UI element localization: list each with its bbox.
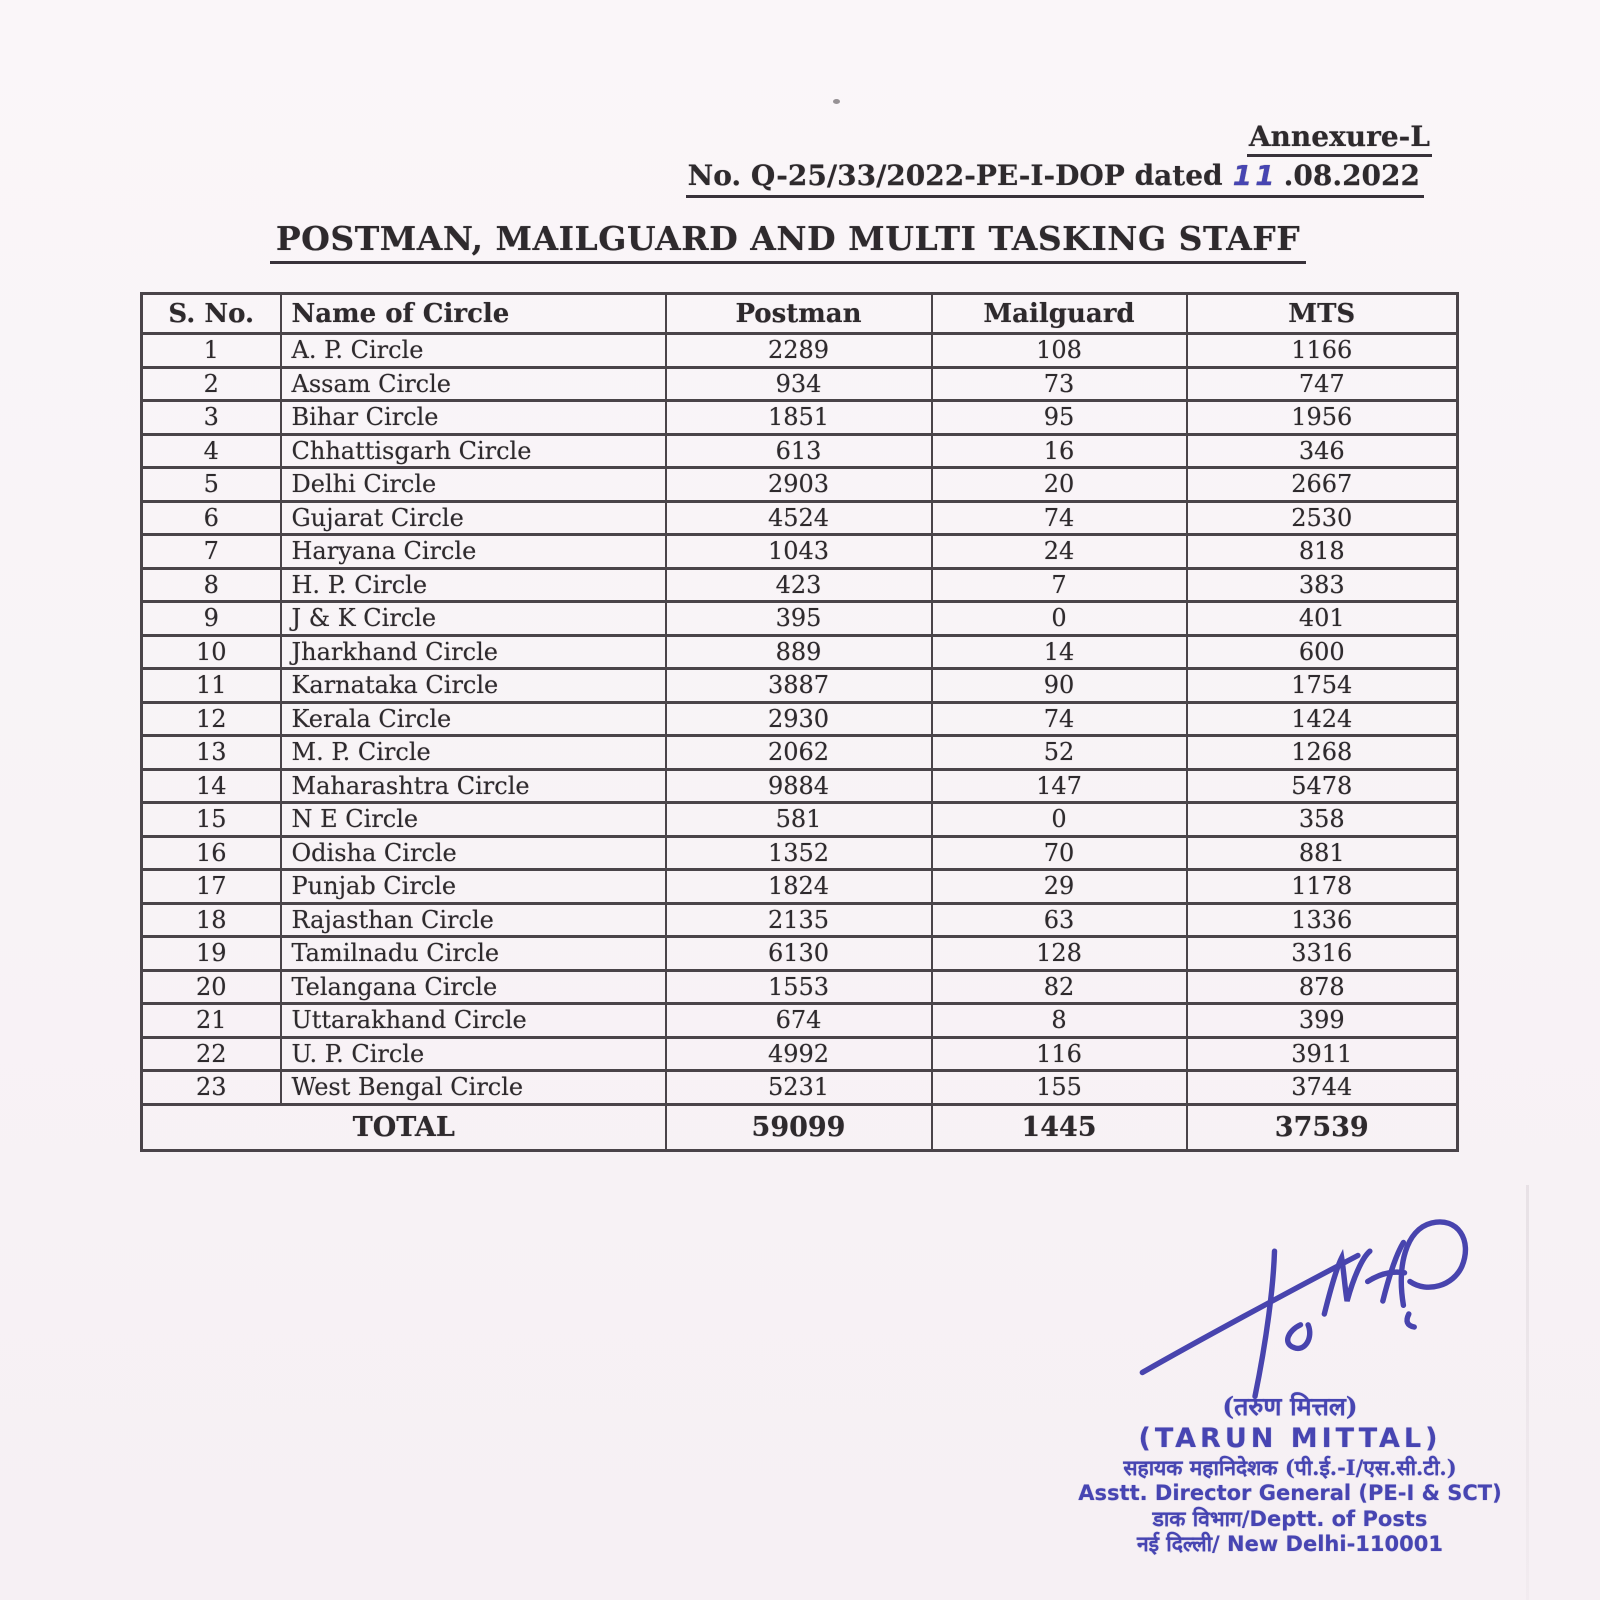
table-row <box>142 401 1458 435</box>
total-mailguard: 1445 <box>932 1104 1187 1150</box>
header-postman: Postman <box>666 294 932 334</box>
cell-mts: 1268 <box>1187 736 1458 770</box>
table-row <box>142 568 1458 602</box>
cell-postman: 395 <box>666 602 932 636</box>
reference-date-suffix: .08.2022 <box>1283 159 1420 192</box>
cell-mts: 346 <box>1187 434 1458 468</box>
total-row <box>142 1104 1458 1150</box>
cell-mts: 401 <box>1187 602 1458 636</box>
cell-postman: 1553 <box>666 970 932 1004</box>
cell-sno: 4 <box>142 434 281 468</box>
signatory-designation: Asstt. Director General (PE-I & SCT) <box>1078 1481 1502 1506</box>
cell-mailguard: 155 <box>932 1071 1187 1105</box>
cell-mailguard: 0 <box>932 602 1187 636</box>
cell-mailguard: 108 <box>932 334 1187 368</box>
cell-mailguard: 16 <box>932 434 1187 468</box>
scan-speck <box>833 99 840 104</box>
cell-mailguard: 74 <box>932 501 1187 535</box>
cell-sno: 6 <box>142 501 281 535</box>
cell-mts: 747 <box>1187 367 1458 401</box>
cell-mts: 1754 <box>1187 669 1458 703</box>
cell-circle: Jharkhand Circle <box>281 635 666 669</box>
table-row <box>142 334 1458 368</box>
table-row <box>142 602 1458 636</box>
signatory-name-hindi: (तरुण मित्तल) <box>1222 1392 1358 1421</box>
cell-circle: Maharashtra Circle <box>281 769 666 803</box>
page-title: POSTMAN, MAILGUARD AND MULTI TASKING STAFF <box>270 219 1306 264</box>
signature-icon <box>1130 1210 1510 1405</box>
cell-circle: U. P. Circle <box>281 1037 666 1071</box>
table-row <box>142 769 1458 803</box>
cell-sno: 12 <box>142 702 281 736</box>
cell-mailguard: 24 <box>932 535 1187 569</box>
cell-mts: 1424 <box>1187 702 1458 736</box>
cell-mts: 358 <box>1187 803 1458 837</box>
cell-sno: 1 <box>142 334 281 368</box>
cell-circle: Telangana Circle <box>281 970 666 1004</box>
annexure-label: Annexure-L <box>1247 120 1432 157</box>
cell-mts: 399 <box>1187 1004 1458 1038</box>
cell-postman: 423 <box>666 568 932 602</box>
cell-sno: 5 <box>142 468 281 502</box>
cell-mailguard: 73 <box>932 367 1187 401</box>
cell-mts: 2530 <box>1187 501 1458 535</box>
cell-sno: 19 <box>142 937 281 971</box>
table-row <box>142 803 1458 837</box>
cell-mailguard: 7 <box>932 568 1187 602</box>
cell-mailguard: 29 <box>932 870 1187 904</box>
table-row <box>142 1071 1458 1105</box>
table-row <box>142 970 1458 1004</box>
cell-mts: 3744 <box>1187 1071 1458 1105</box>
cell-circle: Haryana Circle <box>281 535 666 569</box>
cell-sno: 18 <box>142 903 281 937</box>
cell-postman: 2289 <box>666 334 932 368</box>
cell-postman: 2903 <box>666 468 932 502</box>
staff-table <box>140 292 1459 1152</box>
cell-circle: Tamilnadu Circle <box>281 937 666 971</box>
header-sno: S. No. <box>142 294 281 334</box>
cell-sno: 15 <box>142 803 281 837</box>
cell-sno: 10 <box>142 635 281 669</box>
cell-mailguard: 82 <box>932 970 1187 1004</box>
scan-crease <box>1526 1185 1529 1600</box>
cell-circle: Gujarat Circle <box>281 501 666 535</box>
cell-postman: 6130 <box>666 937 932 971</box>
cell-postman: 2135 <box>666 903 932 937</box>
cell-mts: 1166 <box>1187 334 1458 368</box>
cell-postman: 1851 <box>666 401 932 435</box>
table-row <box>142 501 1458 535</box>
table-row <box>142 903 1458 937</box>
staff-table-body <box>142 334 1458 1105</box>
cell-circle: J & K Circle <box>281 602 666 636</box>
cell-circle: Karnataka Circle <box>281 669 666 703</box>
total-mts: 37539 <box>1187 1104 1458 1150</box>
cell-circle: Bihar Circle <box>281 401 666 435</box>
cell-postman: 3887 <box>666 669 932 703</box>
cell-mailguard: 14 <box>932 635 1187 669</box>
cell-sno: 13 <box>142 736 281 770</box>
cell-sno: 2 <box>142 367 281 401</box>
cell-postman: 581 <box>666 803 932 837</box>
cell-circle: Delhi Circle <box>281 468 666 502</box>
table-row <box>142 736 1458 770</box>
cell-mts: 878 <box>1187 970 1458 1004</box>
table-row <box>142 836 1458 870</box>
cell-sno: 11 <box>142 669 281 703</box>
cell-postman: 5231 <box>666 1071 932 1105</box>
cell-postman: 1352 <box>666 836 932 870</box>
staff-table-wrap <box>140 292 1456 1152</box>
cell-mts: 1178 <box>1187 870 1458 904</box>
cell-mailguard: 116 <box>932 1037 1187 1071</box>
cell-postman: 9884 <box>666 769 932 803</box>
cell-circle: N E Circle <box>281 803 666 837</box>
cell-mailguard: 8 <box>932 1004 1187 1038</box>
cell-sno: 20 <box>142 970 281 1004</box>
cell-mailguard: 147 <box>932 769 1187 803</box>
table-row <box>142 635 1458 669</box>
cell-mts: 383 <box>1187 568 1458 602</box>
table-header-row <box>142 294 1458 334</box>
cell-sno: 3 <box>142 401 281 435</box>
table-row <box>142 434 1458 468</box>
cell-circle: Punjab Circle <box>281 870 666 904</box>
table-row <box>142 669 1458 703</box>
table-row <box>142 468 1458 502</box>
cell-circle: Assam Circle <box>281 367 666 401</box>
cell-mts: 1956 <box>1187 401 1458 435</box>
table-row <box>142 870 1458 904</box>
cell-postman: 934 <box>666 367 932 401</box>
cell-mailguard: 0 <box>932 803 1187 837</box>
total-postman: 59099 <box>666 1104 932 1150</box>
cell-mts: 3316 <box>1187 937 1458 971</box>
cell-mailguard: 52 <box>932 736 1187 770</box>
cell-mailguard: 95 <box>932 401 1187 435</box>
cell-mts: 2667 <box>1187 468 1458 502</box>
cell-mailguard: 20 <box>932 468 1187 502</box>
table-row <box>142 535 1458 569</box>
cell-postman: 4524 <box>666 501 932 535</box>
signatory-name: (TARUN MITTAL) <box>1138 1422 1442 1454</box>
cell-sno: 22 <box>142 1037 281 1071</box>
table-row <box>142 1004 1458 1038</box>
cell-mts: 1336 <box>1187 903 1458 937</box>
cell-mailguard: 128 <box>932 937 1187 971</box>
cell-mts: 3911 <box>1187 1037 1458 1071</box>
cell-mailguard: 90 <box>932 669 1187 703</box>
cell-mailguard: 63 <box>932 903 1187 937</box>
table-row <box>142 702 1458 736</box>
cell-postman: 1043 <box>666 535 932 569</box>
cell-circle: A. P. Circle <box>281 334 666 368</box>
cell-mailguard: 74 <box>932 702 1187 736</box>
header-mts: MTS <box>1187 294 1458 334</box>
cell-circle: M. P. Circle <box>281 736 666 770</box>
cell-sno: 14 <box>142 769 281 803</box>
header-mailguard: Mailguard <box>932 294 1187 334</box>
table-row <box>142 1037 1458 1071</box>
cell-circle: West Bengal Circle <box>281 1071 666 1105</box>
cell-sno: 8 <box>142 568 281 602</box>
cell-sno: 23 <box>142 1071 281 1105</box>
cell-mts: 5478 <box>1187 769 1458 803</box>
cell-sno: 7 <box>142 535 281 569</box>
cell-postman: 2930 <box>666 702 932 736</box>
cell-postman: 613 <box>666 434 932 468</box>
cell-circle: Chhattisgarh Circle <box>281 434 666 468</box>
title-wrap <box>0 219 1576 264</box>
cell-mailguard: 70 <box>932 836 1187 870</box>
cell-mts: 600 <box>1187 635 1458 669</box>
table-row <box>142 937 1458 971</box>
cell-sno: 9 <box>142 602 281 636</box>
cell-mts: 881 <box>1187 836 1458 870</box>
signatory-location: नई दिल्ली/ New Delhi-110001 <box>1137 1532 1443 1557</box>
cell-postman: 2062 <box>666 736 932 770</box>
cell-sno: 17 <box>142 870 281 904</box>
total-label: TOTAL <box>142 1104 666 1150</box>
header-circle: Name of Circle <box>281 294 666 334</box>
cell-sno: 16 <box>142 836 281 870</box>
cell-mts: 818 <box>1187 535 1458 569</box>
cell-postman: 1824 <box>666 870 932 904</box>
signature-stamp <box>1055 1392 1525 1558</box>
cell-postman: 674 <box>666 1004 932 1038</box>
signatory-designation-hindi: सहायक महानिदेशक (पी.ई.-I/एस.सी.टी.) <box>1123 1455 1457 1481</box>
cell-postman: 889 <box>666 635 932 669</box>
signatory-department: डाक विभाग/Deptt. of Posts <box>1152 1506 1428 1531</box>
reference-number: No. Q-25/33/2022-PE-I-DOP dated <box>687 159 1223 192</box>
reference-line <box>686 159 1424 198</box>
cell-circle: H. P. Circle <box>281 568 666 602</box>
table-row <box>142 367 1458 401</box>
cell-circle: Kerala Circle <box>281 702 666 736</box>
cell-postman: 4992 <box>666 1037 932 1071</box>
cell-circle: Rajasthan Circle <box>281 903 666 937</box>
cell-sno: 21 <box>142 1004 281 1038</box>
handwritten-date: 11 <box>1232 159 1278 192</box>
cell-circle: Odisha Circle <box>281 836 666 870</box>
cell-circle: Uttarakhand Circle <box>281 1004 666 1038</box>
